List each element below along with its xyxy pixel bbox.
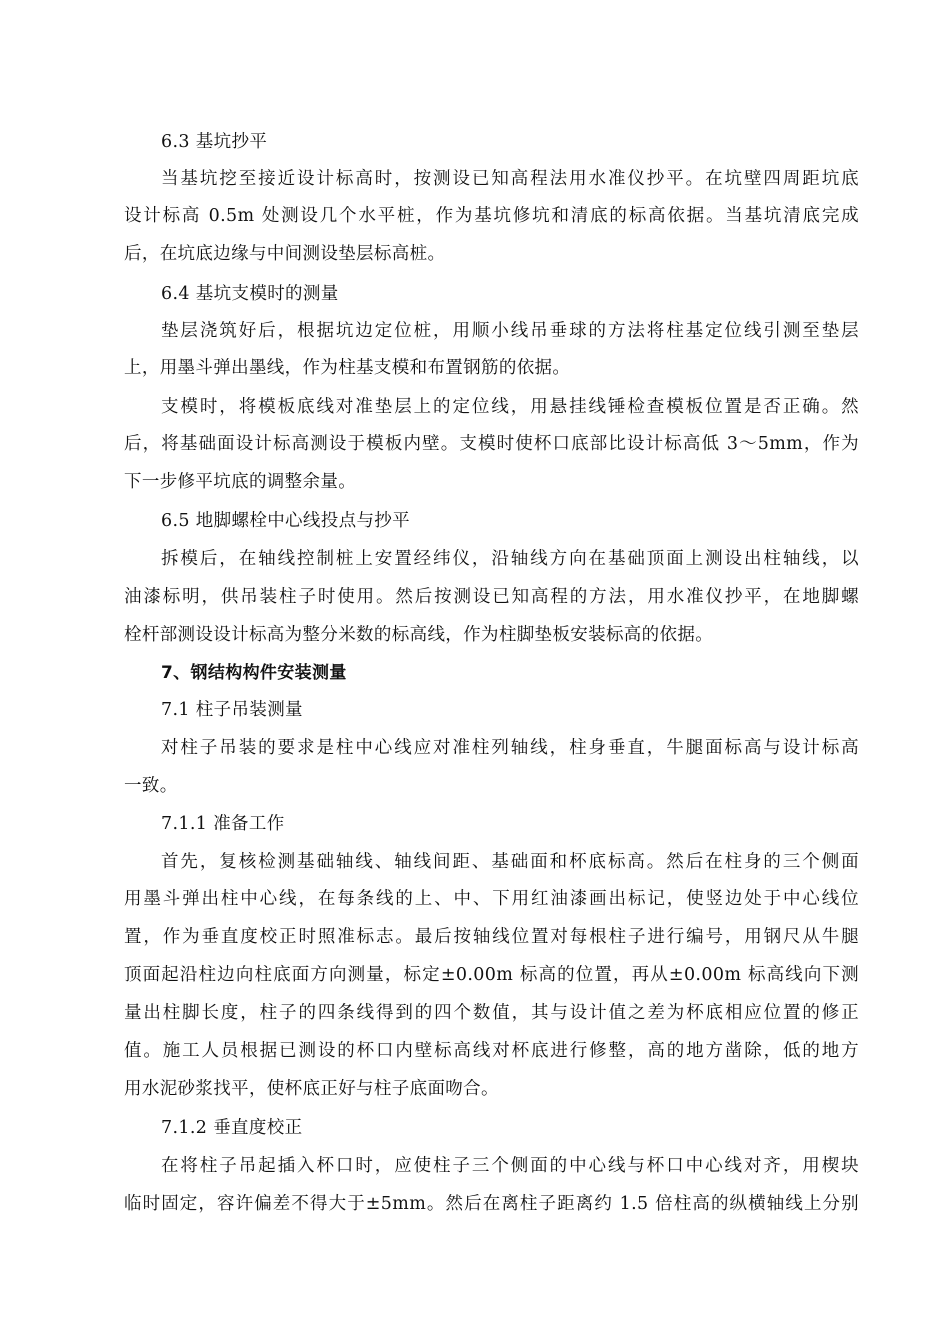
heading-6-5: 6.5 地脚螺栓中心线投点与抄平 bbox=[161, 511, 410, 531]
paragraph-line: 当基坑挖至接近设计标高时，按测设已知高程法用水准仪抄平。在坑壁四周距坑底 bbox=[161, 169, 859, 189]
heading-7-1-1: 7.1.1 准备工作 bbox=[161, 814, 285, 834]
paragraph-line: 上，用墨斗弹出墨线，作为柱基支模和布置钢筋的依据。 bbox=[124, 358, 571, 378]
paragraph-line: 首先，复核检测基础轴线、轴线间距、基础面和杯底标高。然后在柱身的三个侧面 bbox=[161, 852, 859, 872]
paragraph-line: 对柱子吊装的要求是柱中心线应对准柱列轴线，柱身垂直，牛腿面标高与设计标高 bbox=[161, 738, 859, 758]
paragraph-line: 支模时，将模板底线对准垫层上的定位线，用悬挂线锤检查模板位置是否正确。然 bbox=[161, 397, 859, 417]
heading-7-1: 7.1 柱子吊装测量 bbox=[161, 700, 303, 720]
paragraph-line: 临时固定，容许偏差不得大于±5mm。然后在离柱子距离约 1.5 倍柱高的纵横轴线上分别 bbox=[124, 1194, 859, 1214]
section-heading-7: 7、钢结构构件安装测量 bbox=[161, 663, 347, 683]
paragraph-line: 下一步修平坑底的调整余量。 bbox=[124, 472, 357, 492]
paragraph-line: 垫层浇筑好后，根据坑边定位桩，用顺小线吊垂球的方法将柱基定位线引测至垫层 bbox=[161, 321, 859, 341]
paragraph-line: 后，在坑底边缘与中间测设垫层标高桩。 bbox=[124, 244, 446, 264]
paragraph-line: 油漆标明，供吊装柱子时使用。然后按测设已知高程的方法，用水准仪抄平，在地脚螺 bbox=[124, 587, 859, 607]
paragraph-line: 一致。 bbox=[124, 776, 178, 796]
paragraph-line: 量出柱脚长度，柱子的四条线得到的四个数值，其与设计值之差为杯底相应位置的修正 bbox=[124, 1003, 859, 1023]
paragraph-line: 栓杆部测设设计标高为整分米数的标高线，作为柱脚垫板安装标高的依据。 bbox=[124, 625, 714, 645]
heading-7-1-2: 7.1.2 垂直度校正 bbox=[161, 1118, 303, 1138]
paragraph-line: 在将柱子吊起插入杯口时，应使柱子三个侧面的中心线与杯口中心线对齐，用楔块 bbox=[161, 1156, 859, 1176]
heading-6-3: 6.3 基坑抄平 bbox=[161, 132, 268, 152]
paragraph-line: 用墨斗弹出柱中心线，在每条线的上、中、下用红油漆画出标记，使竖边处于中心线位 bbox=[124, 889, 859, 909]
paragraph-line: 顶面起沿柱边向柱底面方向测量，标定±0.00m 标高的位置，再从±0.00m 标高线向下测 bbox=[124, 965, 859, 985]
paragraph-line: 值。施工人员根据已测设的杯口内壁标高线对杯底进行修整，高的地方凿除，低的地方 bbox=[124, 1041, 859, 1061]
paragraph-line: 用水泥砂浆找平，使杯底正好与柱子底面吻合。 bbox=[124, 1079, 499, 1099]
paragraph-line: 设计标高 0.5m 处测设几个水平桩，作为基坑修坑和清底的标高依据。当基坑清底完成 bbox=[124, 206, 859, 226]
heading-6-4: 6.4 基坑支模时的测量 bbox=[161, 284, 339, 304]
paragraph-line: 置，作为垂直度校正时照准标志。最后按轴线位置对每根柱子进行编号，用钢尺从牛腿 bbox=[124, 927, 859, 947]
paragraph-line: 拆模后，在轴线控制桩上安置经纬仪，沿轴线方向在基础顶面上测设出柱轴线，以 bbox=[161, 549, 859, 569]
paragraph-line: 后，将基础面设计标高测设于模板内壁。支模时使杯口底部比设计标高低 3～5mm，作为 bbox=[124, 434, 859, 454]
